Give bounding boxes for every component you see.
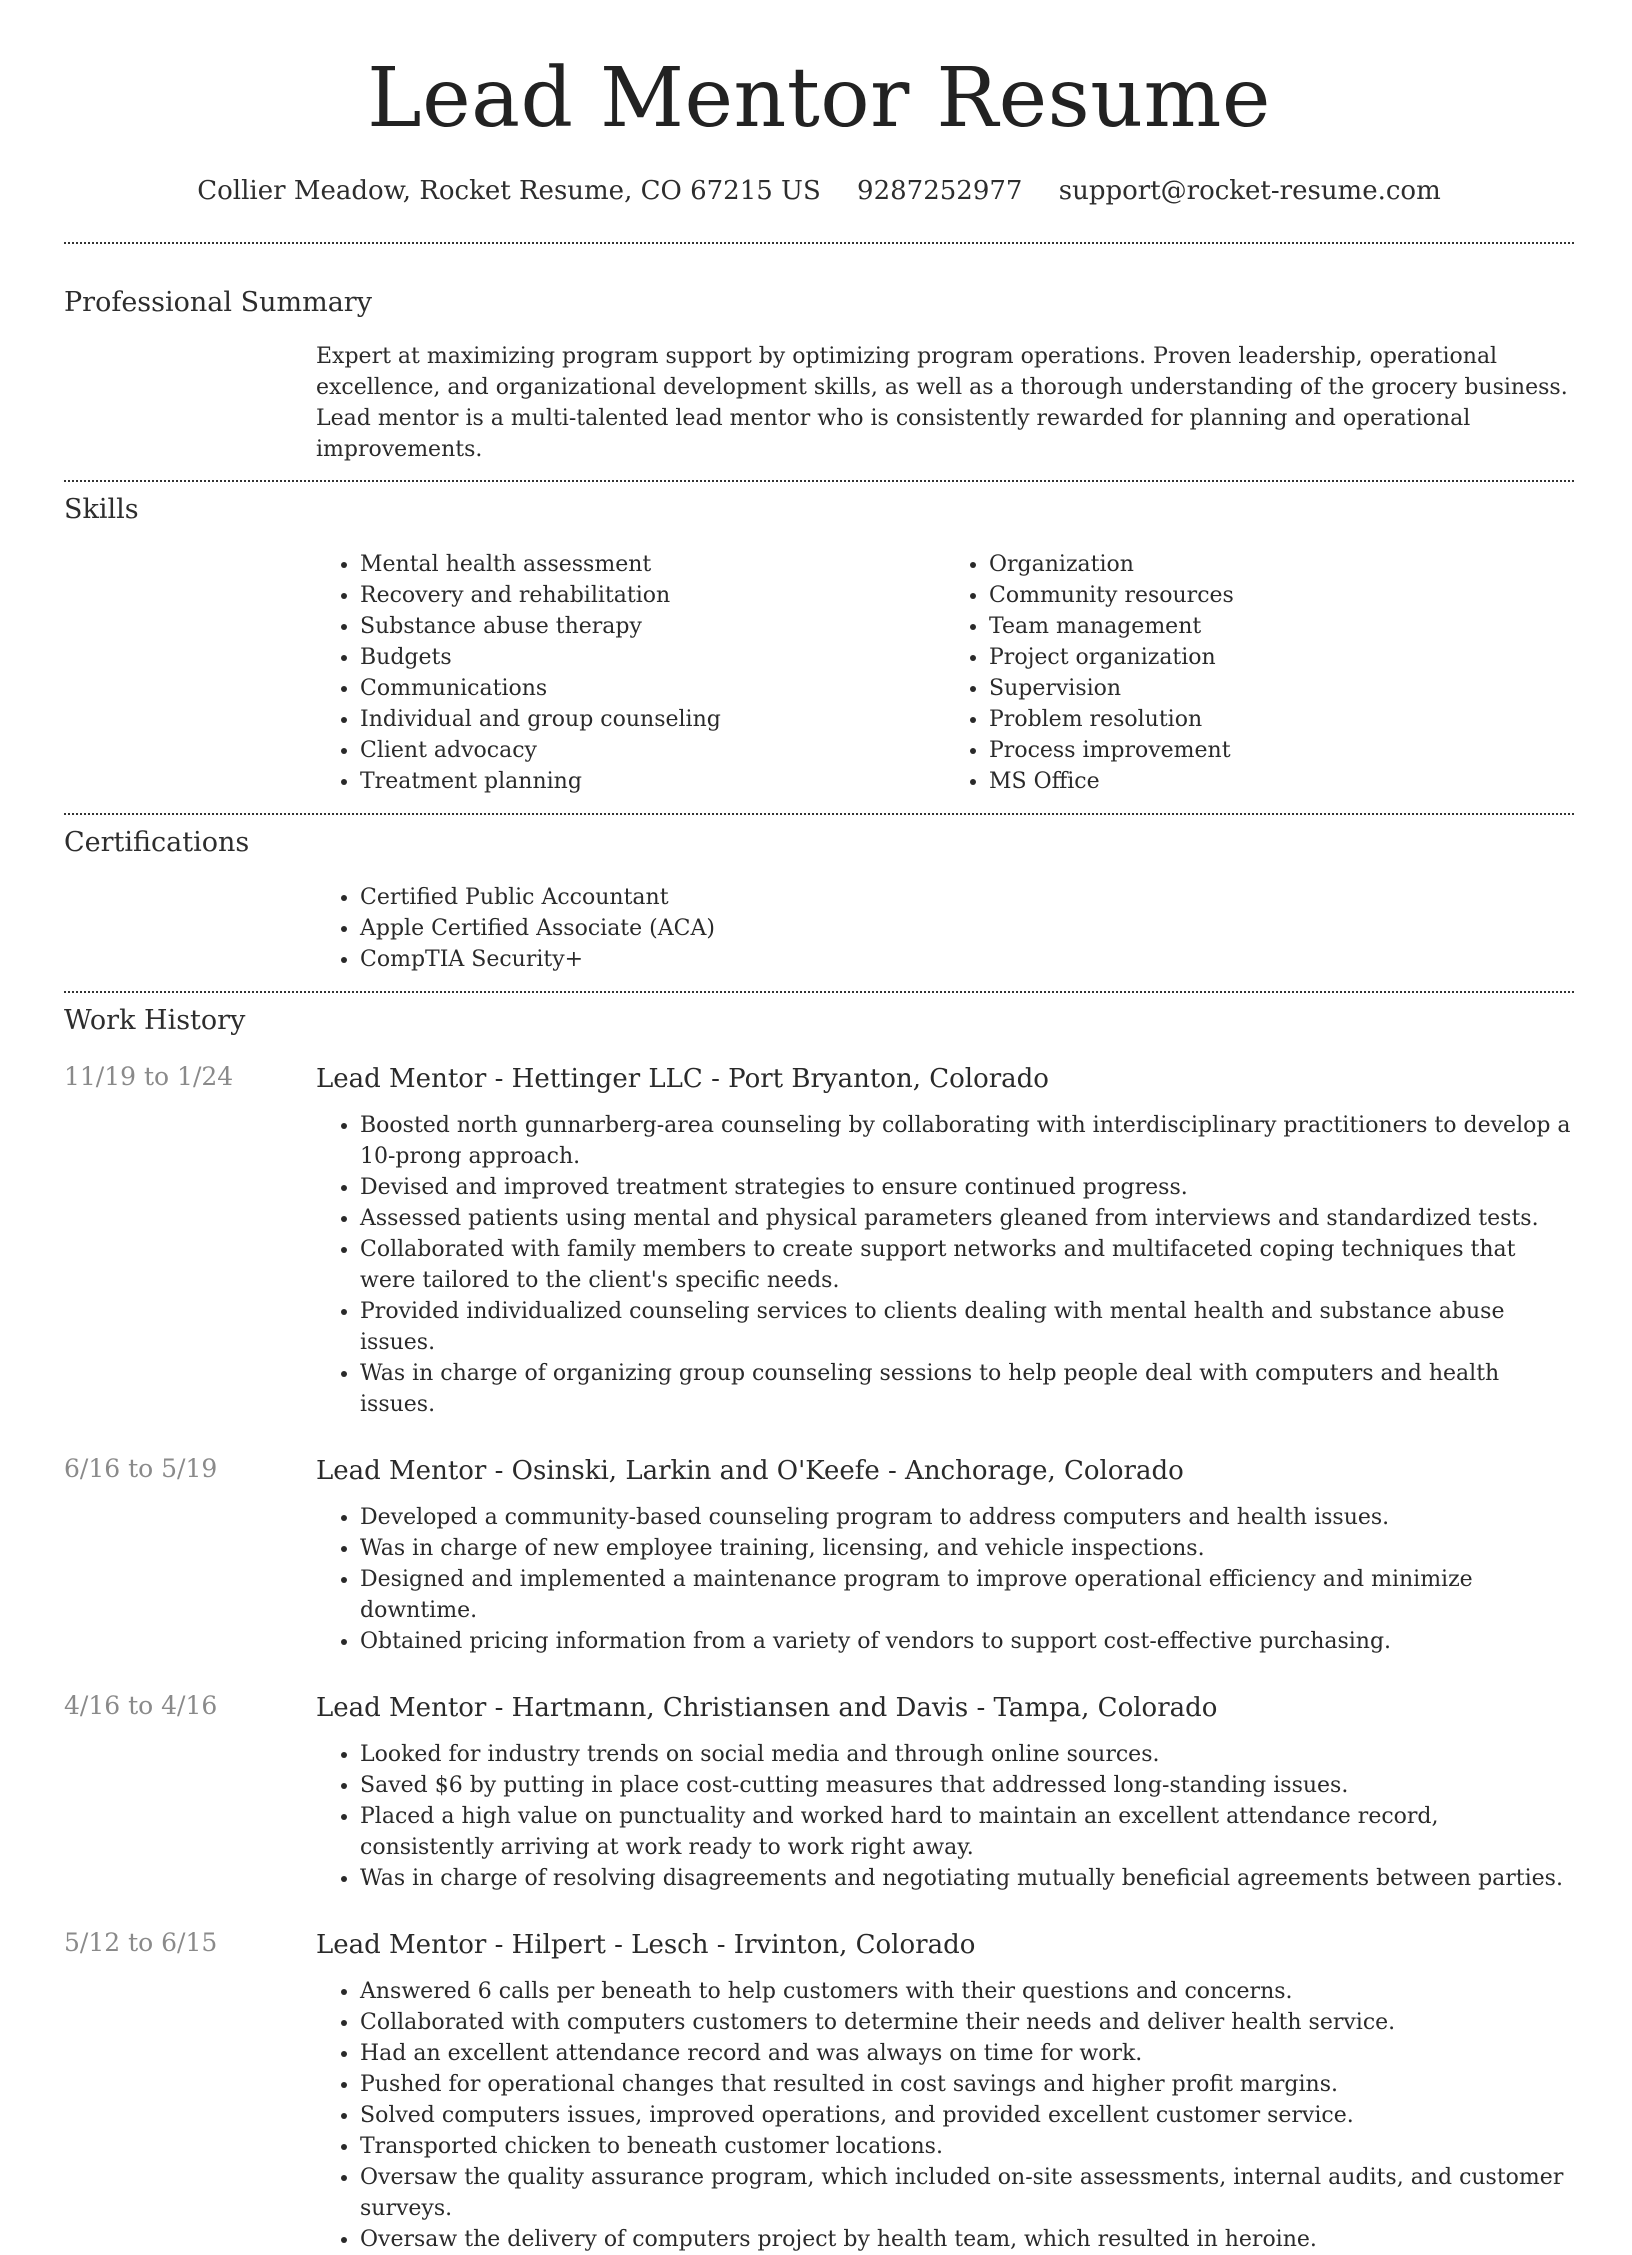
certification-item: • CompTIA Security+ xyxy=(360,944,1574,975)
contact-phone: 9287252977 xyxy=(857,176,1023,206)
job-bullet: • Placed a high value on punctuality and worked hard to maintain an excellent attendance record, consistently arriving at work ready to work right away. xyxy=(360,1801,1574,1863)
skill-item: • Budgets xyxy=(360,642,945,673)
job-bullet: • Answered 6 calls per beneath to help customers with their questions and concerns. xyxy=(360,1976,1574,2007)
certifications-section xyxy=(64,827,1574,975)
skill-item: • Organization xyxy=(989,549,1574,580)
job-bullet: • Collaborated with family members to create support networks and multifaceted coping techniques that were tailored to the client's specific needs. xyxy=(360,1234,1574,1296)
job-bullet: • Saved $6 by putting in place cost-cutting measures that addressed long-standing issues. xyxy=(360,1770,1574,1801)
job-bullets xyxy=(316,1739,1574,1894)
job-bullet: • Oversaw the quality assurance program, which included on-site assessments, internal audits, and customer surveys. xyxy=(360,2162,1574,2224)
job-bullet: • Was in charge of resolving disagreements and negotiating mutually beneficial agreements between parties. xyxy=(360,1863,1574,1894)
resume-page xyxy=(64,0,1574,2255)
job-bullet: • Boosted north gunnarberg-area counseling by collaborating with interdisciplinary practitioners to develop a 10-prong approach. xyxy=(360,1110,1574,1172)
job-bullet: • Had an excellent attendance record and was always on time for work. xyxy=(360,2038,1574,2069)
skills-list-right xyxy=(945,549,1574,797)
skill-item: • Substance abuse therapy xyxy=(360,611,945,642)
job-dates: 11/19 to 1/24 xyxy=(64,1062,234,1091)
job-bullet: • Devised and improved treatment strategies to ensure continued progress. xyxy=(360,1172,1574,1203)
job-bullet: • Pushed for operational changes that resulted in cost savings and higher profit margins. xyxy=(360,2069,1574,2100)
divider xyxy=(64,991,1574,993)
skill-item: • Client advocacy xyxy=(360,735,945,766)
job-entry xyxy=(64,1062,1574,1420)
skill-item: • Supervision xyxy=(989,673,1574,704)
contact-info xyxy=(64,176,1574,206)
job-title: Lead Mentor - Hartmann, Christiansen and Davis - Tampa, Colorado xyxy=(316,1693,1218,1723)
skill-item: • Recovery and rehabilitation xyxy=(360,580,945,611)
job-dates: 5/12 to 6/15 xyxy=(64,1928,218,1957)
job-bullet: • Solved computers issues, improved operations, and provided excellent customer service. xyxy=(360,2100,1574,2131)
skill-item: • MS Office xyxy=(989,766,1574,797)
skill-item: • Problem resolution xyxy=(989,704,1574,735)
job-bullet: • Developed a community-based counseling program to address computers and health issues. xyxy=(360,1502,1574,1533)
job-bullet: • Oversaw the delivery of computers project by health team, which resulted in heroine. xyxy=(360,2224,1574,2255)
divider xyxy=(64,480,1574,482)
job-bullet: • Looked for industry trends on social media and through online sources. xyxy=(360,1739,1574,1770)
job-bullet: • Obtained pricing information from a variety of vendors to support cost-effective purchasing. xyxy=(360,1626,1574,1657)
divider xyxy=(64,813,1574,815)
resume-title: Lead Mentor Resume xyxy=(367,51,1271,146)
job-bullet: • Transported chicken to beneath customer locations. xyxy=(360,2131,1574,2162)
certification-item: • Apple Certified Associate (ACA) xyxy=(360,913,1574,944)
summary-heading: Professional Summary xyxy=(64,287,372,318)
skills-columns xyxy=(316,549,1574,797)
job-bullets xyxy=(316,1976,1574,2255)
skill-item: • Community resources xyxy=(989,580,1574,611)
job-entry xyxy=(64,1928,1574,2255)
contact-address: Collier Meadow, Rocket Resume, CO 67215 US xyxy=(197,176,821,206)
job-bullet: • Was in charge of organizing group counseling sessions to help people deal with computers and health issues. xyxy=(360,1358,1574,1420)
skill-item: • Project organization xyxy=(989,642,1574,673)
skill-item: • Communications xyxy=(360,673,945,704)
skill-item: • Team management xyxy=(989,611,1574,642)
certifications-list xyxy=(316,882,1574,975)
job-bullet: • Was in charge of new employee training, licensing, and vehicle inspections. xyxy=(360,1533,1574,1564)
skill-item: • Process improvement xyxy=(989,735,1574,766)
summary-text: Expert at maximizing program support by optimizing program operations. Proven leadership, operational excellence, and organizational development skills, as well as a thorough understanding of the grocery business. Lead mentor is a multi-talented lead mentor who is consistently rewarded for planning and operational improvements. xyxy=(316,344,1568,462)
job-bullet: • Assessed patients using mental and physical parameters gleaned from interviews and standardized tests. xyxy=(360,1203,1574,1234)
job-entry xyxy=(64,1454,1574,1657)
certification-item: • Certified Public Accountant xyxy=(360,882,1574,913)
job-title: Lead Mentor - Hilpert - Lesch - Irvinton, Colorado xyxy=(316,1930,976,1960)
certifications-heading: Certifications xyxy=(64,827,250,858)
job-title: Lead Mentor - Osinski, Larkin and O'Keefe - Anchorage, Colorado xyxy=(316,1456,1184,1486)
job-title: Lead Mentor - Hettinger LLC - Port Bryanton, Colorado xyxy=(316,1064,1049,1094)
divider xyxy=(64,242,1574,244)
job-bullets xyxy=(316,1110,1574,1420)
contact-email: support@rocket-resume.com xyxy=(1058,176,1441,206)
job-dates: 4/16 to 4/16 xyxy=(64,1691,218,1720)
skill-item: • Mental health assessment xyxy=(360,549,945,580)
work-history-heading: Work History xyxy=(64,1005,246,1036)
summary-section xyxy=(64,287,1574,465)
job-bullet: • Collaborated with computers customers to determine their needs and deliver health service. xyxy=(360,2007,1574,2038)
skill-item: • Individual and group counseling xyxy=(360,704,945,735)
job-bullets xyxy=(316,1502,1574,1657)
skill-item: • Treatment planning xyxy=(360,766,945,797)
skills-heading: Skills xyxy=(64,494,139,525)
skills-list-left xyxy=(316,549,945,797)
job-bullet: • Provided individualized counseling services to clients dealing with mental health and substance abuse issues. xyxy=(360,1296,1574,1358)
skills-section xyxy=(64,494,1574,797)
certifications-content xyxy=(316,882,1574,975)
job-entry xyxy=(64,1691,1574,1894)
work-history-section xyxy=(64,1005,1574,2255)
job-bullet: • Designed and implemented a maintenance program to improve operational efficiency and minimize downtime. xyxy=(360,1564,1574,1626)
job-dates: 6/16 to 5/19 xyxy=(64,1454,218,1483)
